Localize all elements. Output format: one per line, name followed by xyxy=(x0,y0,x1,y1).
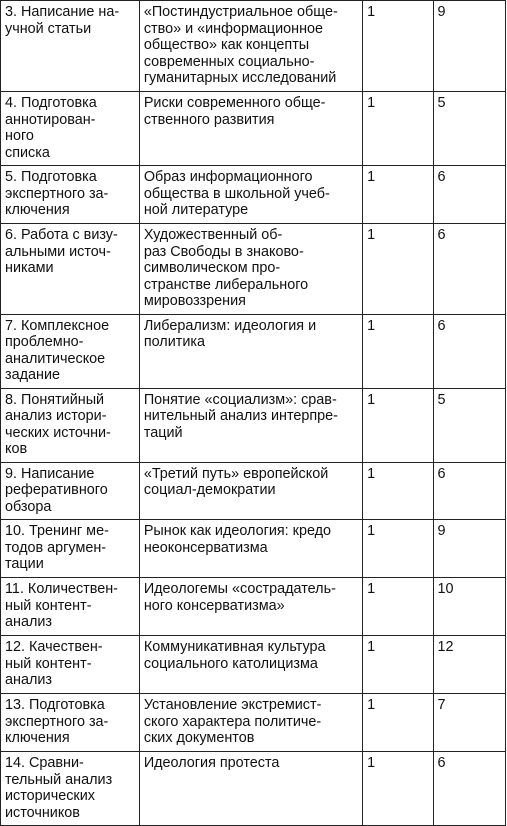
table-row xyxy=(1,388,506,462)
activity-cell: 12. Качествен- ный контент- анализ xyxy=(5,639,103,688)
value-a-cell: 1 xyxy=(367,697,376,713)
activity-cell: 3. Написание на- учной статьи xyxy=(5,4,120,37)
value-a-cell: 1 xyxy=(367,755,376,771)
value-b-cell: 7 xyxy=(437,697,446,713)
topic-cell: «Постиндустриальное обще- ство» и «информационное общество» как концепты современных социально- гуманитарных исследований xyxy=(143,4,338,86)
value-a-cell: 1 xyxy=(367,227,376,243)
activity-cell: 9. Написание реферативного обзора xyxy=(5,465,108,515)
table-row xyxy=(1,636,506,694)
value-b-cell: 6 xyxy=(437,227,446,243)
value-a-cell: 1 xyxy=(367,4,376,20)
table-row xyxy=(1,1,506,92)
table-row xyxy=(1,462,506,520)
topic-cell: Идеологемы «сострадатель- ного консерватизма» xyxy=(143,581,336,614)
value-a-cell: 1 xyxy=(367,523,376,539)
table-row xyxy=(1,520,506,578)
table-row xyxy=(1,92,506,166)
topic-cell: Установление экстремист- ского характера политиче- ских документов xyxy=(143,697,322,746)
activity-cell: 11. Количествен- ный контент- анализ xyxy=(5,581,118,630)
topic-cell: Понятие «социализм»: срав- нительный анализ интерпре- таций xyxy=(143,391,338,441)
value-a-cell: 1 xyxy=(367,317,376,334)
value-b-cell: 6 xyxy=(437,465,446,482)
value-b-cell: 12 xyxy=(437,639,454,655)
value-a-cell: 1 xyxy=(367,639,376,655)
value-a-cell: 1 xyxy=(367,169,376,185)
activity-cell: 5. Подготовка экспертного за- ключения xyxy=(5,169,109,218)
topic-cell: Художественный об- раз Свободы в знаково- символическом про- странстве либерального мировоззрения xyxy=(143,227,309,309)
table-row xyxy=(1,224,506,315)
topic-cell: Коммуникативная культура социального католицизма xyxy=(143,639,326,672)
value-b-cell: 9 xyxy=(437,523,446,539)
topic-cell: Идеология протеста xyxy=(143,755,280,771)
value-a-cell: 1 xyxy=(367,581,376,597)
table-row xyxy=(1,578,506,636)
activity-cell: 4. Подготовка аннотирован- ного списка xyxy=(5,95,97,161)
value-b-cell: 9 xyxy=(437,4,446,20)
value-b-cell: 5 xyxy=(437,391,446,408)
value-b-cell: 10 xyxy=(437,581,454,597)
table-row xyxy=(1,694,506,752)
value-b-cell: 6 xyxy=(437,755,446,771)
activity-cell: 6. Работа с визу- альными источ- никами xyxy=(5,227,118,276)
value-b-cell: 5 xyxy=(437,95,446,111)
activity-cell: 10. Тренинг ме- тодов аргумен- тации xyxy=(5,523,109,572)
topic-cell: «Третий путь» европейской социал-демократии xyxy=(143,465,329,498)
activity-cell: 13. Подготовка экспертного за- ключения xyxy=(5,697,109,746)
activity-cell: 7. Комплексное проблемно- аналитическое задание xyxy=(5,317,110,383)
topic-cell: Либерализм: идеология и политика xyxy=(143,317,317,350)
value-b-cell: 6 xyxy=(437,317,446,334)
activity-cell: 8. Понятийный анализ истори- ческих источни- ков xyxy=(5,391,111,457)
topic-cell: Образ информационного общества в школьной учеб- ной литературе xyxy=(143,169,330,218)
table-row xyxy=(1,166,506,224)
table-row xyxy=(1,752,506,826)
table-row xyxy=(1,314,506,388)
value-a-cell: 1 xyxy=(367,95,376,111)
value-a-cell: 1 xyxy=(367,465,376,482)
topic-cell: Риски современного обще- ственного развития xyxy=(143,95,326,128)
value-b-cell: 6 xyxy=(437,169,446,185)
topic-cell: Рынок как идеология: кредо неоконсерватизма xyxy=(143,523,332,556)
activity-cell: 14. Сравни- тельный анализ исторических источников xyxy=(5,755,113,821)
value-a-cell: 1 xyxy=(367,391,376,408)
